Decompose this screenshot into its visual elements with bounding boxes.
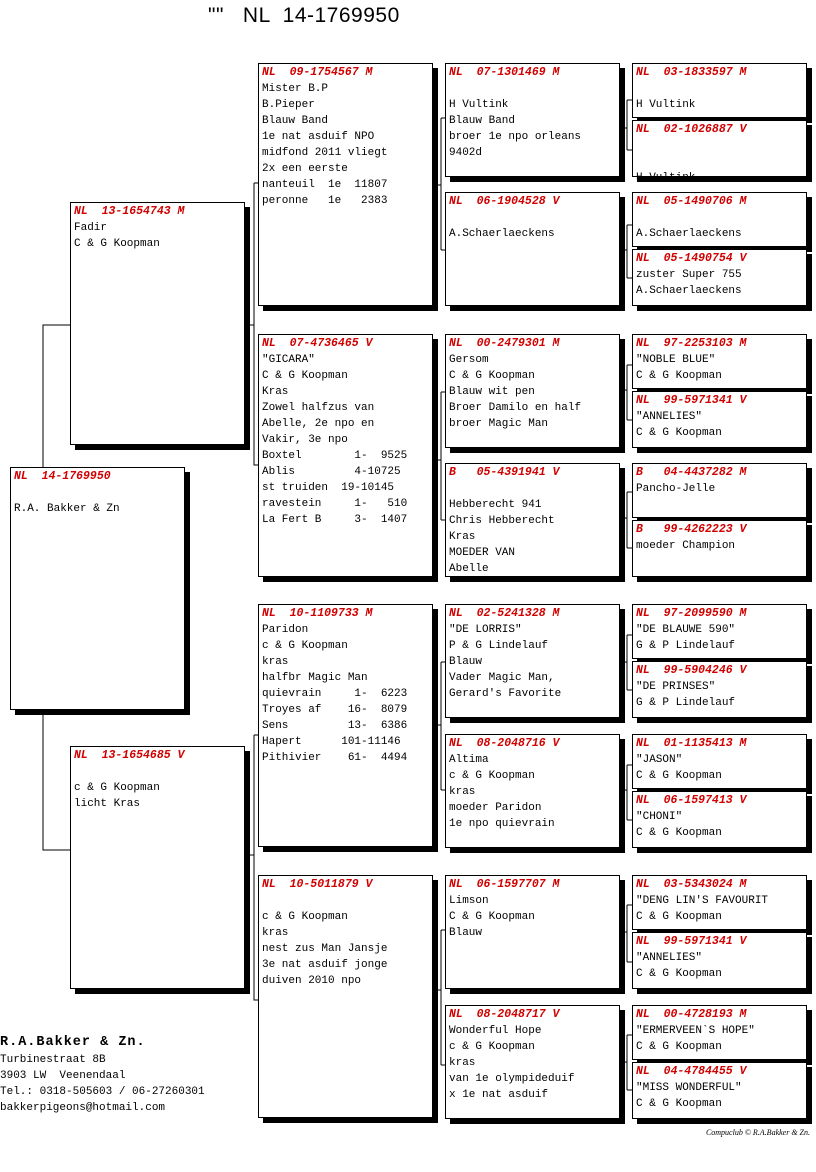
card-line: nanteuil 1e 11807 [262,179,388,191]
card-line: "CHONI" [636,811,683,823]
card-line: Blauw [449,927,483,939]
ring-number: NL 97-2099590 M [636,607,747,620]
card-line: duiven 2010 npo [262,975,362,987]
card-line: "ANNELIES" [636,411,703,423]
card-line: c & G Koopman [74,782,160,794]
card-line: Abelle [449,563,489,575]
card-line: Gersom [449,354,489,366]
gen4-card-7[interactable] [445,875,620,989]
card-lines [449,752,616,832]
card-line: Paridon [262,624,309,636]
gen5-card-12[interactable] [632,791,807,848]
card-line: C & G Koopman [636,370,722,382]
card-line: Blauw wit pen [449,386,535,398]
ring-number: NL 10-5011879 V [262,878,373,891]
gen4-card-1[interactable] [445,63,620,177]
card-line: "DE BLAUWE 590" [636,624,736,636]
card-line: 2x een eerste [262,163,348,175]
ring-number: NL 06-1597413 V [636,794,747,807]
card-line: Blauw [449,656,483,668]
card-line: halfbr Magic Man [262,672,368,684]
card-line: G & P Lindelauf [636,697,736,709]
ring-number: NL 08-2048716 V [449,737,560,750]
card-line: broer Magic Man [449,418,549,430]
card-line: C & G Koopman [74,238,160,250]
card-line: licht Kras [74,798,141,810]
gen5-card-4[interactable] [632,249,807,306]
gen4-card-8[interactable] [445,1005,620,1119]
ring-number: NL 14-1769950 [14,470,111,483]
card-line: Gerard's Favorite [449,688,562,700]
grandsire-maternal-card[interactable] [258,604,433,847]
card-line: Fadir [74,222,108,234]
card-line: zuster Super 755 [636,269,742,281]
card-line: C & G Koopman [636,827,722,839]
ring-number: NL 06-1904528 V [449,195,560,208]
gen5-card-14[interactable] [632,932,807,989]
pedigree-title: "" NL 14-1769950 [208,4,400,27]
card-lines [636,352,803,384]
card-line [636,81,803,97]
card-lines [636,893,803,925]
ring-number: B 04-4437282 M [636,466,747,479]
card-line: "DE PRINSES" [636,681,716,693]
ring-number: NL 00-2479301 M [449,337,560,350]
gen5-card-2[interactable] [632,120,807,184]
card-line: c & G Koopman [262,640,348,652]
ring-number: NL 07-1301469 M [449,66,560,79]
card-line: C & G Koopman [636,968,722,980]
card-line: "NOBLE BLUE" [636,354,716,366]
card-line: B.Pieper [262,99,315,111]
card-line: Altima [449,754,489,766]
ring-number: NL 10-1109733 M [262,607,373,620]
card-lines [636,950,803,982]
card-lines [449,481,616,577]
dam-card[interactable] [70,746,245,989]
card-line: H Vultink [636,99,696,111]
owner-info [0,1034,205,1116]
card-line: Hapert 101-11146 [262,736,401,748]
owner-city: 3903 LW Veenendaal [0,1070,126,1082]
card-lines [636,809,803,841]
card-line: C & G Koopman [636,770,722,782]
card-line: "MISS WONDERFUL" [636,1082,742,1094]
card-lines [636,538,803,554]
card-line [262,893,429,909]
card-line: Chris Hebberecht [449,515,555,527]
card-line: Pithivier 61- 4494 [262,752,408,764]
ring-number: NL 07-4736465 V [262,337,373,350]
card-line: Sens 13- 6386 [262,720,408,732]
card-line: G & P Lindelauf [636,640,736,652]
card-line: R.A. Bakker & Zn [14,503,120,515]
card-line [636,210,803,226]
card-line: Abelle, 2e npo en [262,418,375,430]
card-lines [449,893,616,941]
card-line: C & G Koopman [262,370,348,382]
card-line: Kras [262,386,289,398]
card-line: C & G Koopman [636,427,722,439]
card-line: A.Schaerlaeckens [636,285,742,297]
card-lines [636,622,803,654]
card-line: C & G Koopman [449,911,535,923]
card-lines [636,210,803,242]
gen5-card-13[interactable] [632,875,807,930]
card-line: Wonderful Hope [449,1025,542,1037]
card-line: kras [262,927,289,939]
card-line: st truiden 19-10145 [262,482,395,494]
ring-number: B 05-4391941 V [449,466,560,479]
card-lines [449,352,616,432]
gen4-card-4[interactable] [445,463,620,577]
card-lines [14,485,181,517]
owner-phone: Tel.: 0318-505603 / 06-27260301 [0,1086,205,1098]
gen5-card-16[interactable] [632,1062,807,1119]
card-line: MOEDER VAN [449,547,516,559]
card-lines [449,81,616,161]
card-line: A.Schaerlaeckens [449,228,555,240]
card-lines [262,81,429,209]
card-line: kras [262,656,289,668]
card-line [636,138,803,154]
card-line: Blauw Band [449,115,516,127]
card-line [449,481,616,497]
card-lines [636,409,803,441]
card-line: Vakir, 3e npo [262,434,348,446]
card-line: moeder Paridon [449,802,542,814]
card-line: Limson [449,895,489,907]
ring-number: NL 99-5971341 V [636,394,747,407]
ring-number: NL 03-1833597 M [636,66,747,79]
card-line: 1e npo quievrain [449,818,555,830]
card-lines [636,1080,803,1112]
credit-text: Compuclub © R.A.Bakker & Zn. [705,1128,810,1137]
granddam-paternal-card[interactable] [258,334,433,577]
ring-number: NL 02-1026887 V [636,123,747,136]
card-line: 9402d [449,147,483,159]
card-line: H Vultink [449,99,509,111]
gen5-card-6[interactable] [632,391,807,448]
card-lines [262,893,429,989]
card-lines [449,1023,616,1103]
ring-number: NL 05-1490754 V [636,252,747,265]
card-lines [449,622,616,702]
ring-number: NL 13-1654685 V [74,749,185,762]
card-line: Pancho-Jelle [636,483,716,495]
card-line [14,485,181,501]
card-line: Ablis 4-10725 [262,466,401,478]
card-line: c & G Koopman [262,911,348,923]
gen5-card-11[interactable] [632,734,807,789]
card-line: 1e nat asduif NPO [262,131,375,143]
gen5-card-9[interactable] [632,604,807,659]
card-lines [449,210,616,242]
owner-name: R.A.Bakker & Zn. [0,1035,146,1050]
sire-card[interactable] [70,202,245,445]
ring-number: NL 99-5971341 V [636,935,747,948]
card-line: moeder Champion [636,540,736,552]
card-lines [262,622,429,766]
gen4-card-2[interactable] [445,192,620,306]
gen5-card-1[interactable] [632,63,807,118]
card-line: peronne 1e 2383 [262,195,388,207]
card-line: Boxtel 1- 9525 [262,450,408,462]
card-lines [636,267,803,299]
ring-number: NL 13-1654743 M [74,205,185,218]
card-line: kras [449,786,476,798]
subject-card[interactable] [10,467,185,710]
gen5-card-3[interactable] [632,192,807,247]
card-lines [636,138,803,186]
card-line [636,154,803,170]
card-line: C & G Koopman [449,370,535,382]
card-line: Kras [449,531,476,543]
card-line: ravestein 1- 510 [262,498,408,510]
gen4-card-6[interactable] [445,734,620,848]
gen4-card-5[interactable] [445,604,620,718]
card-lines [74,220,241,252]
card-line: c & G Koopman [449,770,535,782]
card-line: nest zus Man Jansje [262,943,388,955]
card-line: "ERMERVEEN`S HOPE" [636,1025,755,1037]
card-line: A.Schaerlaeckens [636,228,742,240]
card-line [74,764,241,780]
card-lines [74,764,241,812]
ring-number: NL 05-1490706 M [636,195,747,208]
card-line: 3e nat asduif jonge [262,959,388,971]
card-lines [636,81,803,113]
card-line: van 1e olympideduif [449,1073,575,1085]
card-line: quievrain 1- 6223 [262,688,408,700]
card-line: kras [449,1057,476,1069]
gen5-card-5[interactable] [632,334,807,389]
grandsire-paternal-card[interactable] [258,63,433,306]
card-line: Broer Damilo en half [449,402,582,414]
card-line [449,81,616,97]
card-line: H Vultink [636,172,696,184]
card-line: P & G Lindelauf [449,640,549,652]
card-line: Troyes af 16- 8079 [262,704,408,716]
card-line: Vader Magic Man, [449,672,555,684]
owner-email[interactable]: bakkerpigeons@hotmail.com [0,1102,166,1114]
ring-number: B 99-4262223 V [636,523,747,536]
card-line: c & G Koopman [449,1041,535,1053]
gen5-card-7[interactable] [632,463,807,518]
card-line: C & G Koopman [636,1041,722,1053]
gen4-card-3[interactable] [445,334,620,448]
gen5-card-15[interactable] [632,1005,807,1060]
card-line: x 1e nat asduif [449,1089,549,1101]
ring-number: NL 03-5343024 M [636,878,747,891]
ring-number: NL 08-2048717 V [449,1008,560,1021]
ring-number: NL 04-4784455 V [636,1065,747,1078]
card-lines [636,1023,803,1055]
card-line: "DE LORRIS" [449,624,522,636]
granddam-maternal-card[interactable] [258,875,433,1118]
ring-number: NL 97-2253103 M [636,337,747,350]
ring-number: NL 99-5904246 V [636,664,747,677]
ring-number: NL 02-5241328 M [449,607,560,620]
ring-number: NL 00-4728193 M [636,1008,747,1021]
card-line: Zowel halfzus van [262,402,375,414]
gen5-card-8[interactable] [632,520,807,577]
card-line: C & G Koopman [636,1098,722,1110]
card-line: "JASON" [636,754,683,766]
card-line: Blauw Band [262,115,329,127]
card-line: Hebberecht 941 [449,499,542,511]
card-lines [636,481,803,497]
card-line: C & G Koopman [636,911,722,923]
ring-number: NL 09-1754567 M [262,66,373,79]
card-line: midfond 2011 vliegt [262,147,388,159]
gen5-card-10[interactable] [632,661,807,718]
ring-number: NL 06-1597707 M [449,878,560,891]
owner-address: Turbinestraat 8B [0,1054,106,1066]
card-line: Mister B.P [262,83,329,95]
ring-number: NL 01-1135413 M [636,737,747,750]
card-line: broer 1e npo orleans [449,131,582,143]
card-lines [636,752,803,784]
card-line: La Fert B 3- 1407 [262,514,408,526]
card-line [449,210,616,226]
card-line: "GICARA" [262,354,315,366]
card-line: "DENG LIN'S FAVOURIT [636,895,769,907]
card-lines [636,679,803,711]
card-line: "ANNELIES" [636,952,703,964]
card-lines [262,352,429,528]
